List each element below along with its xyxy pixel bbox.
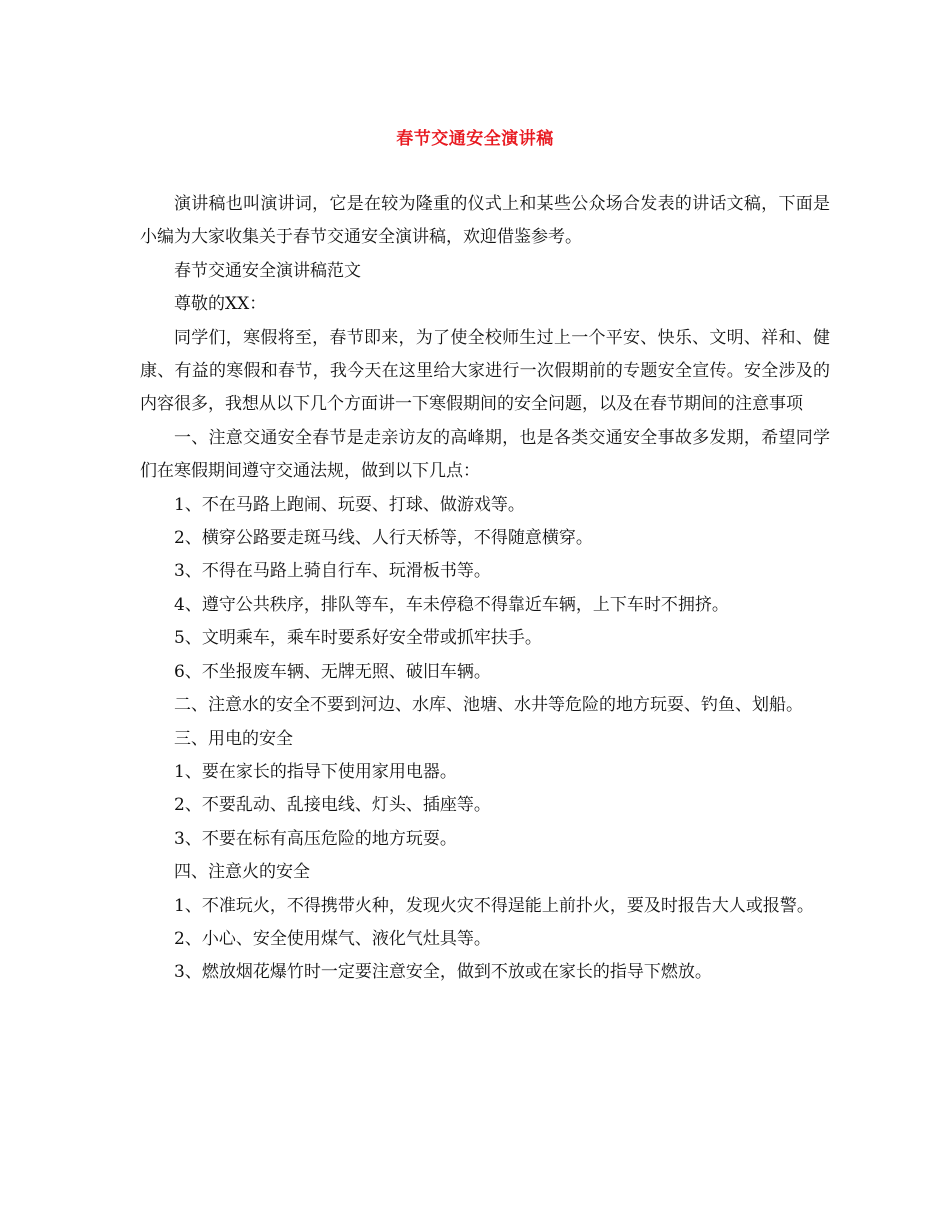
document-body xyxy=(140,188,830,990)
list-item: 2、小心、安全使用煤气、液化气灶具等。 xyxy=(174,928,491,949)
section-water-safety: 二、注意水的安全不要到河边、水库、池塘、水井等危险的地方玩耍、钓鱼、划船。 xyxy=(174,695,803,716)
list-item: 6、不坐报废车辆、无牌无照、破旧车辆。 xyxy=(174,661,491,682)
list-item: 3、不要在标有高压危险的地方玩耍。 xyxy=(174,828,457,849)
list-item: 3、燃放烟花爆竹时一定要注意安全，做到不放或在家长的指导下燃放。 xyxy=(174,962,712,983)
document-title: 春节交通安全演讲稿 xyxy=(396,129,554,149)
section-traffic-safety: 一、注意交通安全春节是走亲访友的高峰期，也是各类交通安全事故多发期，希望同学们在寒假期间遵守交通法规，做到以下几点： xyxy=(140,427,830,482)
list-item: 3、不得在马路上骑自行车、玩滑板书等。 xyxy=(174,561,491,582)
paragraph-salutation: 尊敬的XX： xyxy=(174,294,267,315)
list-item: 1、不准玩火，不得携带火种，发现火灾不得逞能上前扑火，要及时报告大人或报警。 xyxy=(174,895,814,916)
list-item: 2、不要乱动、乱接电线、灯头、插座等。 xyxy=(174,795,491,816)
paragraph-intro: 演讲稿也叫演讲词，它是在较为隆重的仪式上和某些公众场合发表的讲话文稿，下面是小编为大家收集关于春节交通安全演讲稿，欢迎借鉴参考。 xyxy=(140,194,830,248)
list-item: 1、要在家长的指导下使用家用电器。 xyxy=(174,761,457,782)
paragraph-subtitle: 春节交通安全演讲稿范文 xyxy=(174,260,361,281)
list-item: 5、文明乘车，乘车时要系好安全带或抓牢扶手。 xyxy=(174,628,542,649)
paragraph-opening: 同学们，寒假将至，春节即来，为了使全校师生过上一个平安、快乐、文明、祥和、健康、有益的寒假和春节，我今天在这里给大家进行一次假期前的专题安全宣传。安全涉及的内容很多，我想从以下几个方面讲一下寒假期间的安全问题，以及在春节期间的注意事项 xyxy=(140,327,830,415)
list-item: 4、遵守公共秩序，排队等车，车未停稳不得靠近车辆，上下车时不拥挤。 xyxy=(174,594,729,615)
section-fire-safety: 四、注意火的安全 xyxy=(174,862,310,883)
section-electric-safety: 三、用电的安全 xyxy=(174,728,293,749)
list-item: 1、不在马路上跑闹、玩耍、打球、做游戏等。 xyxy=(174,494,525,515)
list-item: 2、横穿公路要走斑马线、人行天桥等，不得随意横穿。 xyxy=(174,528,593,549)
